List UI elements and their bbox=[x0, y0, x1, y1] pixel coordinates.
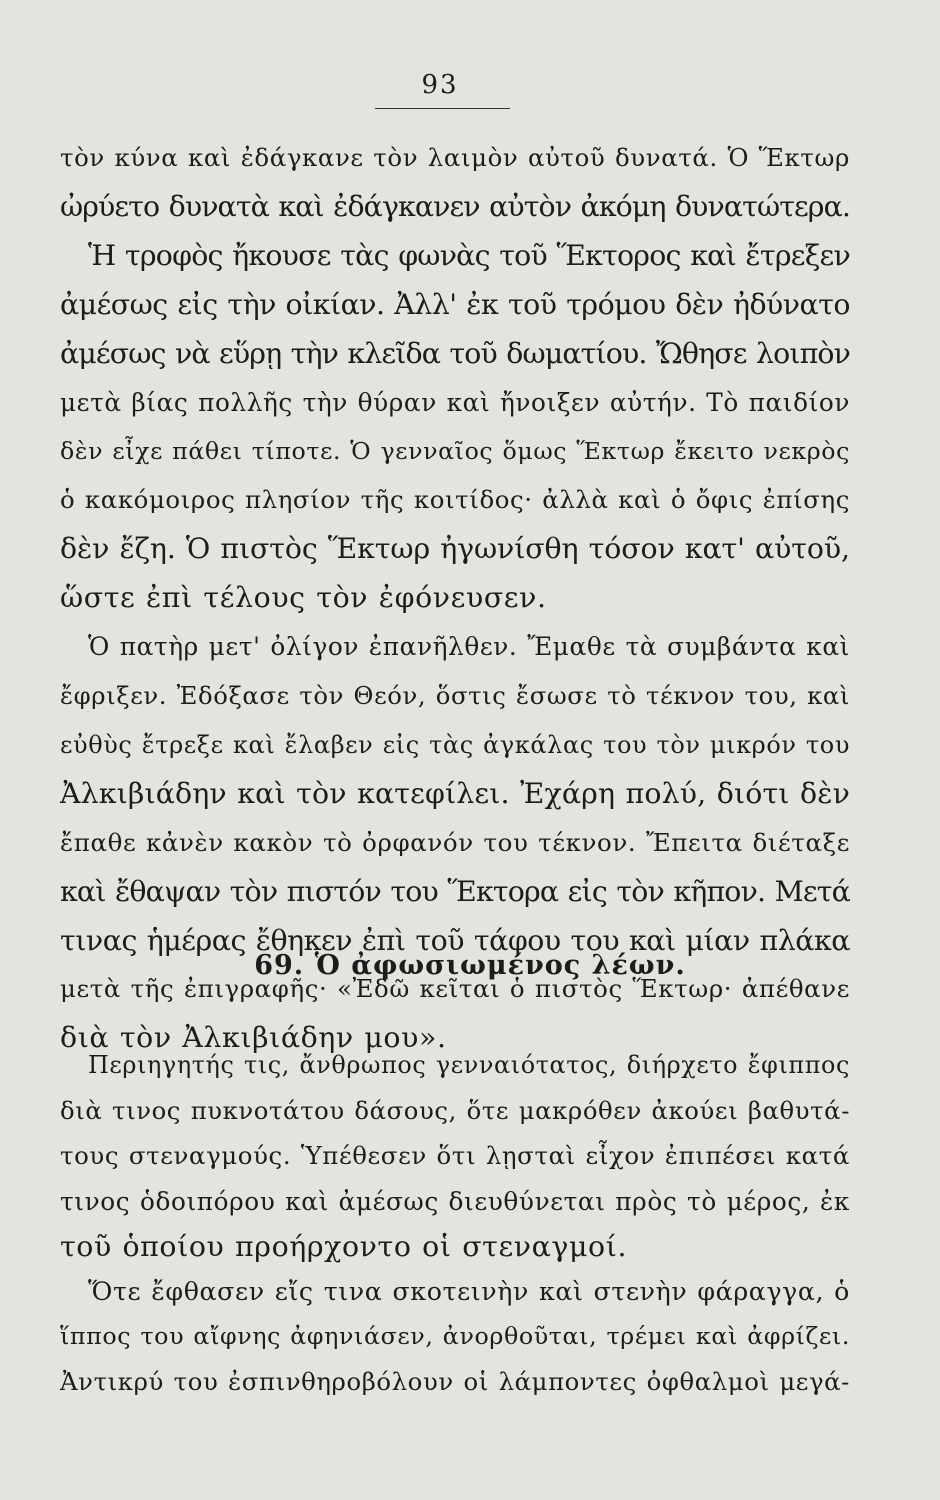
header-rule bbox=[375, 108, 510, 109]
text-line: Ἀλκιβιάδην καὶ τὸν κατεφίλει. Ἐχάρη πολύ, διότι δὲν bbox=[60, 776, 850, 810]
text-line: ἀμέσως νὰ εὕρῃ τὴν κλεῖδα τοῦ δωματίου. Ὤθησε λοιπὸν bbox=[60, 336, 850, 370]
text-line: εὐθὺς ἔτρεξε καὶ ἔλαβεν εἰς τὰς ἀγκάλας του τὸν μικρόν του bbox=[60, 730, 850, 759]
story-text-lion bbox=[60, 1043, 850, 1405]
text-line: τὸν κύνα καὶ ἐδάγκανε τὸν λαιμὸν αὐτοῦ δυνατά. Ὁ Ἕκτωρ bbox=[60, 143, 850, 172]
text-line: μετὰ βίας πολλῆς τὴν θύραν καὶ ἤνοιξεν αὐτήν. Τὸ παιδίον bbox=[60, 387, 850, 417]
text-line: ἔφριξεν. Ἐδόξασε τὸν Θεόν, ὅστις ἔσωσε τὸ τέκνον του, καὶ bbox=[60, 680, 850, 710]
text-line: δὲν ἔζη. Ὁ πιστὸς Ἕκτωρ ἠγωνίσθη τόσον κατ' αὐτοῦ, bbox=[60, 532, 850, 566]
text-line: δὲν εἶχε πάθει τίποτε. Ὁ γενναῖος ὅμως Ἕκτωρ ἔκειτο νεκρὸς bbox=[60, 437, 850, 466]
text-line: Ἀντικρύ του ἐσπινθηροβόλουν οἱ λάμποντες ὀφθαλμοὶ μεγά- bbox=[60, 1367, 850, 1397]
text-line: ἀμέσως εἰς τὴν οἰκίαν. Ἀλλ' ἐκ τοῦ τρόμου δὲν ἠδύνατο bbox=[60, 287, 850, 321]
story-text-continued bbox=[60, 134, 850, 1063]
text-line: καὶ ἔθαψαν τὸν πιστόν του Ἕκτορα εἰς τὸν κῆπον. Μετά bbox=[60, 874, 850, 908]
text-line: Ὁ πατὴρ μετ' ὀλίγον ἐπανῆλθεν. Ἔμαθε τὰ συμβάντα καὶ bbox=[88, 632, 850, 662]
page-number: 93 bbox=[421, 70, 459, 100]
text-line: τινας ἡμέρας ἔθηκεν ἐπὶ τοῦ τάφου του καὶ μίαν πλάκα bbox=[60, 923, 850, 957]
text-line: Ὅτε ἔφθασεν εἴς τινα σκοτεινὴν καὶ στενὴν φάραγγα, ὁ bbox=[88, 1277, 850, 1307]
text-line: Ἡ τροφὸς ἤκουσε τὰς φωνὰς τοῦ Ἕκτορος καὶ ἔτρεξεν bbox=[88, 238, 850, 272]
text-line: τινος ὁδοιπόρου καὶ ἀμέσως διευθύνεται πρὸς τὸ μέρος, ἐκ bbox=[60, 1186, 850, 1216]
section-heading: 69. Ὁ ἀφωσιωμένος λέων. bbox=[254, 950, 686, 981]
text-line: ἔπαθε κἀνὲν κακὸν τὸ ὀρφανόν του τέκνον. Ἔπειτα διέταξε bbox=[60, 827, 850, 857]
text-line: τους στεναγμούς. Ὑπέθεσεν ὅτι λῃσταὶ εἶχον ἐπιπέσει κατά bbox=[60, 1141, 850, 1171]
text-line: ὥστε ἐπὶ τέλους τὸν ἐφόνευσεν. bbox=[60, 581, 547, 615]
text-line: ὁ κακόμοιρος πλησίον τῆς κοιτίδος· ἀλλὰ καὶ ὁ ὄφις ἐπίσης bbox=[60, 485, 850, 515]
text-line: μετὰ τῆς ἐπιγραφῆς· «Ἐδῶ κεῖται ὁ πιστὸς Ἕκτωρ· ἀπέθανε bbox=[60, 974, 850, 1004]
text-line: Περιηγητής τις, ἄνθρωπος γενναιότατος, διήρχετο ἔφιππος bbox=[88, 1051, 850, 1079]
text-line: διὰ τινος πυκνοτάτου δάσους, ὅτε μακρόθεν ἀκούει βαθυτά- bbox=[60, 1096, 850, 1126]
text-line: ἵππος του αἴφνης ἀφηνιάσεν, ἀνορθοῦται, τρέμει καὶ ἀφρίζει. bbox=[60, 1322, 850, 1351]
text-line: διὰ τὸν Ἀλκιβιάδην μου». bbox=[60, 1021, 447, 1055]
text-line: ὠρύετο δυνατὰ καὶ ἐδάγκανεν αὐτὸν ἀκόμη δυνατώτερα. bbox=[60, 189, 850, 223]
text-line: τοῦ ὁποίου προήρχοντο οἱ στεναγμοί. bbox=[60, 1229, 628, 1263]
